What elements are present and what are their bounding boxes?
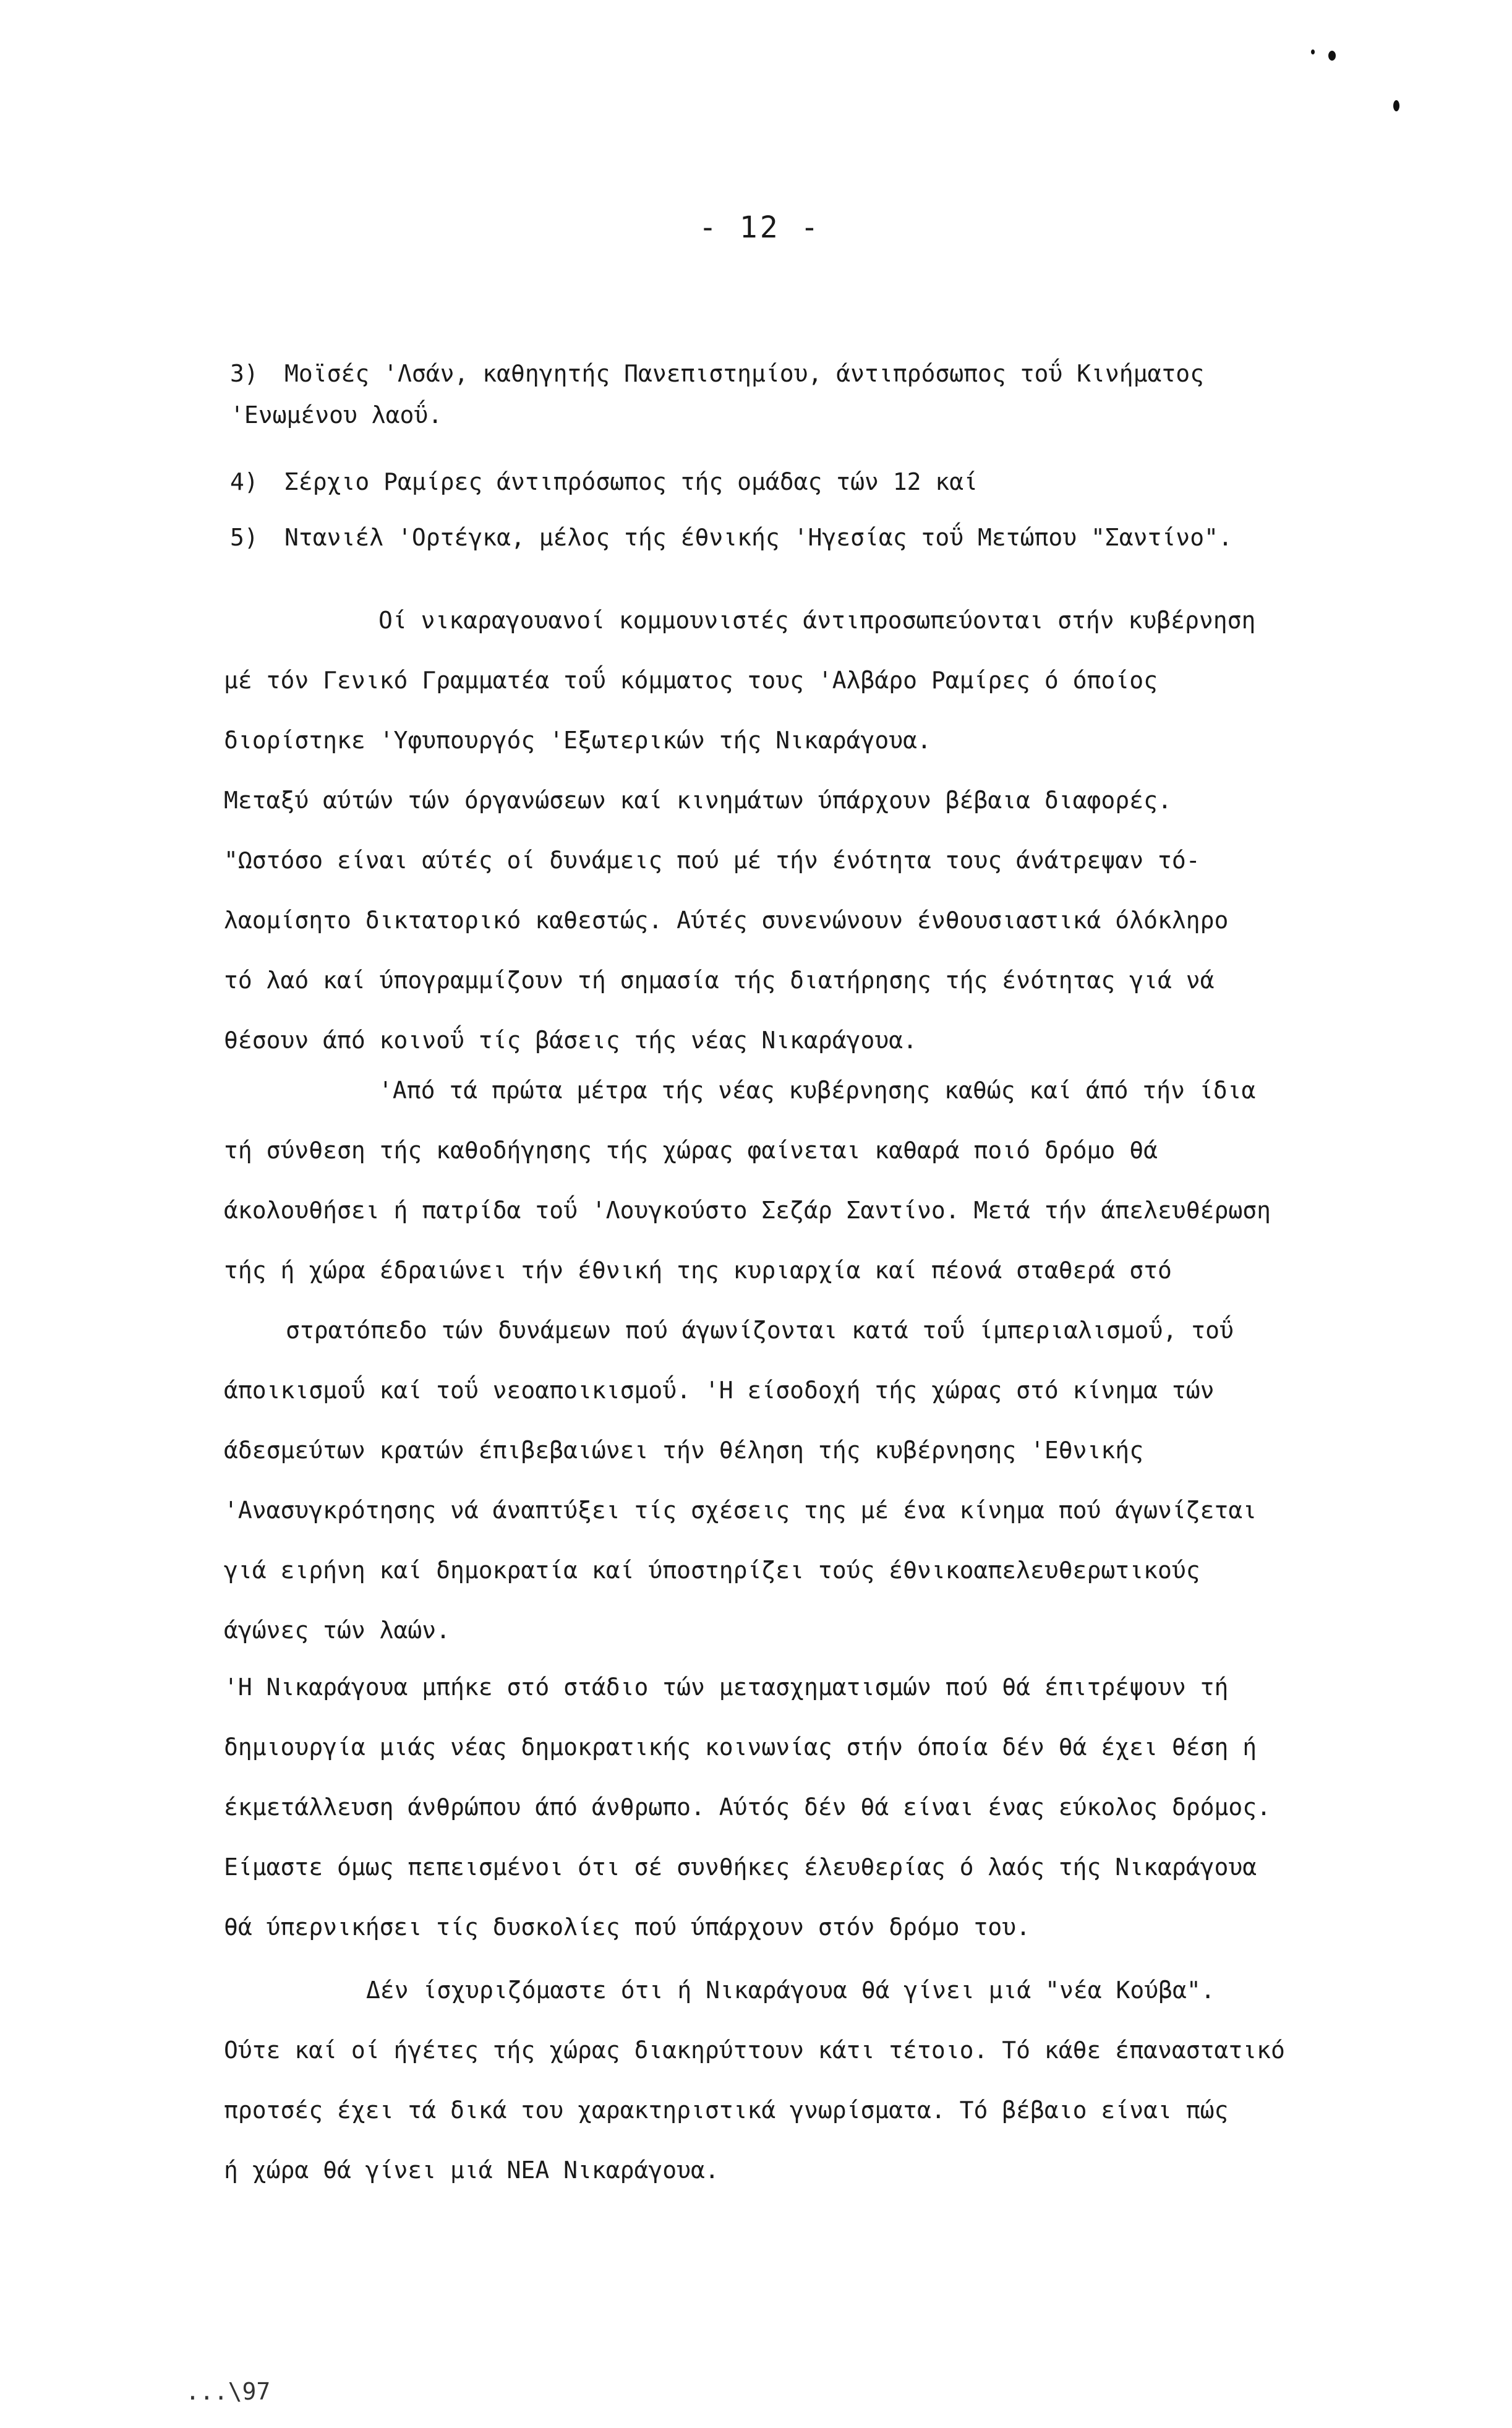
text-line: ή χώρα θά γίνει μιά ΝΕΑ Νικαράγουα. [224, 2157, 719, 2184]
paragraph-4 [224, 1960, 1393, 2200]
text-line: άδεσμεύτων κρατών έπιβεβαιώνει τήν θέληση τής κυβέρνησης 'Εθνικής [224, 1437, 1144, 1464]
text-line: θά ύπερνικήσει τίς δυσκολίες πού ύπάρχουν στόν δρόμο του. [224, 1913, 1031, 1941]
list-number: 5) [230, 524, 258, 551]
text-line: λαομίσητο δικτατορικό καθεστώς. Αύτές συνενώνουν ένθουσιαστικά όλόκληρο [224, 907, 1229, 934]
text-line: "Ωστόσο είναι αύτές οί δυνάμεις πού μέ τήν ένότητα τους άνάτρεψαν τό- [224, 847, 1200, 874]
text-line: άγώνες τών λαών. [224, 1617, 451, 1644]
text-line: προτσές έχει τά δικά του χαρακτηριστικά γνωρίσματα. Τό βέβαιο είναι πώς [224, 2097, 1229, 2124]
text-line: τής ή χώρα έδραιώνει τήν έθνική της κυριαρχία καί πέονά σταθερά στό [224, 1257, 1172, 1284]
text-line: Ούτε καί οί ήγέτες τής χώρας διακηρύττουν κάτι τέτοιο. Τό κάθε έπαναστατικό [224, 2037, 1285, 2064]
text-line: τή σύνθεση τής καθοδήγησης τής χώρας φαίνεται καθαρά ποιό δρόμο θά [224, 1137, 1158, 1164]
text-line: γιά ειρήνη καί δημοκρατία καί ύποστηρίζει τούς έθνικοαπελευθερωτικούς [224, 1557, 1200, 1584]
text-line: Μεταξύ αύτών τών όργανώσεων καί κινημάτων ύπάρχουν βέβαια διαφορές. [224, 787, 1172, 814]
text-line: θέσουν άπό κοινοΰ τίς βάσεις τής νέας Νικαράγουα. [224, 1027, 918, 1054]
text-line: 'Από τά πρώτα μέτρα τής νέας κυβέρνησης καθώς καί άπό τήν ίδια [378, 1077, 1256, 1104]
list-number: 4) [230, 468, 258, 495]
text-line: Οί νικαραγουανοί κομμουνιστές άντιπροσωπεύονται στήν κυβέρνηση [378, 607, 1256, 634]
text-line: άποικισμοΰ καί τοΰ νεοαποικισμοΰ. 'Η είσοδοχή τής χώρας στό κίνημα τών [224, 1377, 1215, 1404]
text-line: 'Η Νικαράγουα μπήκε στό στάδιο τών μετασχηματισμών πού θά έπιτρέψουν τή [224, 1674, 1229, 1701]
list-item-3 [230, 356, 1204, 391]
footer-mark: ...\97 [186, 2378, 271, 2405]
text-line: 'Ανασυγκρότησης νά άναπτύξει τίς σχέσεις της μέ ένα κίνημα πού άγωνίζεται [224, 1497, 1257, 1524]
list-number: 3) [230, 360, 258, 387]
text-line: διορίστηκε 'Υφυπουργός 'Εξωτερικών τής Νικαράγουα. [224, 727, 931, 754]
paragraph-1 [224, 591, 1393, 1071]
list-text: Ντανιέλ 'Ορτέγκα, μέλος τής έθνικής 'Ηγεσίας τοΰ Μετώπου "Σαντίνο". [284, 524, 1232, 551]
list-item-3-continuation: 'Ενωμένου λαοΰ. [230, 401, 443, 429]
page-number: - 12 - [699, 210, 821, 245]
scan-speck [1311, 49, 1315, 54]
text-line: άκολουθήσει ή πατρίδα τοΰ 'Λουγκούστο Σεζάρ Σαντίνο. Μετά τήν άπελευθέρωση [224, 1197, 1271, 1224]
text-line: Δέν ίσχυριζόμαστε ότι ή Νικαράγουα θά γίνει μιά "νέα Κούβα". [366, 1977, 1215, 2004]
text-line: έκμετάλλευση άνθρώπου άπό άνθρωπο. Αύτός δέν θά είναι ένας εύκολος δρόμος. [224, 1793, 1271, 1821]
list-text: Μοϊσές 'Λσάν, καθηγητής Πανεπιστημίου, άντιπρόσωπος τοΰ Κινήματος [284, 360, 1205, 387]
text-line: στρατόπεδο τών δυνάμεων πού άγωνίζονται κατά τοΰ ίμπεριαλισμοΰ, τοΰ [286, 1317, 1234, 1344]
scan-speck [1328, 51, 1336, 61]
list-text: Σέρχιο Ραμίρες άντιπρόσωπος τής ομάδας τών 12 καί [284, 468, 978, 495]
text-line: μέ τόν Γενικό Γραμματέα τοΰ κόμματος τους 'Αλβάρο Ραμίρες ό όποίος [224, 667, 1158, 694]
text-line: Είμαστε όμως πεπεισμένοι ότι σέ συνθήκες έλευθερίας ό λαός τής Νικαράγουα [224, 1853, 1257, 1881]
list-item-4 [230, 464, 978, 500]
paragraph-2 [224, 1061, 1393, 1661]
text-line: τό λαό καί ύπογραμμίζουν τή σημασία τής διατήρησης τής ένότητας γιά νά [224, 967, 1215, 994]
list-item-5 [230, 519, 1232, 555]
scan-speck [1393, 100, 1399, 111]
paragraph-3 [224, 1657, 1393, 1957]
text-line: δημιουργία μιάς νέας δημοκρατικής κοινωνίας στήν όποία δέν θά έχει θέση ή [224, 1733, 1257, 1761]
